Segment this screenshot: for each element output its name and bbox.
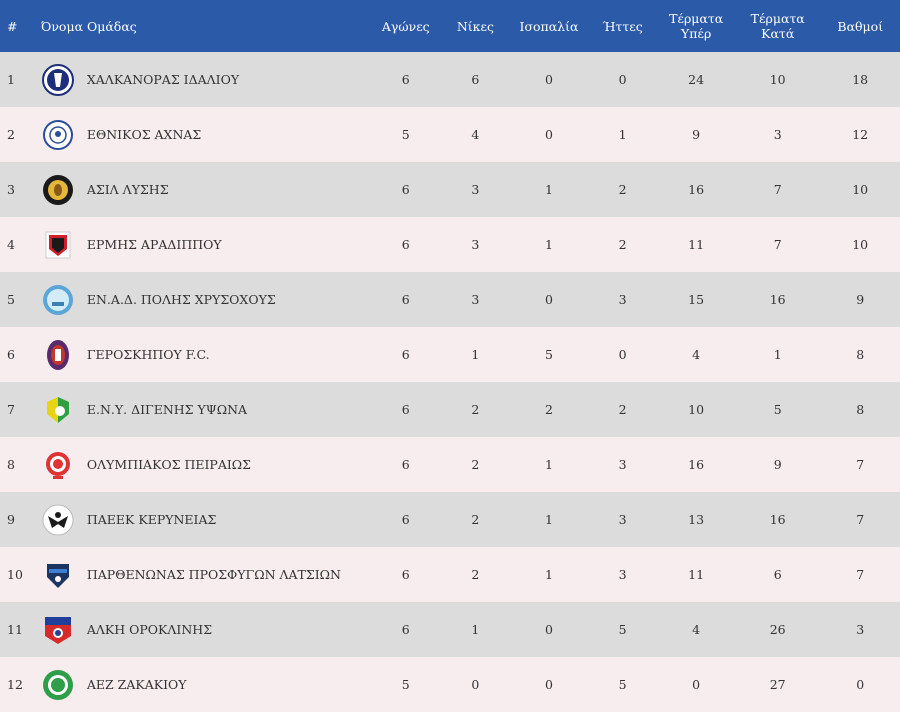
team-cell[interactable]	[29, 63, 371, 97]
header-gf-line1: Τέρματα	[669, 11, 724, 26]
row-draws: 0	[544, 127, 553, 142]
row-games: 6	[401, 622, 410, 637]
row-games: 6	[401, 182, 410, 197]
row-gf: 11	[688, 567, 705, 582]
table-row	[0, 52, 900, 107]
row-points: 10	[852, 182, 869, 197]
table-row	[0, 602, 900, 657]
row-ga: 6	[773, 567, 782, 582]
row-position: 11	[7, 622, 23, 637]
table-row	[0, 162, 900, 217]
row-gf: 16	[688, 182, 705, 197]
team-cell[interactable]	[29, 393, 371, 427]
header-ga-line1: Τέρματα	[750, 11, 805, 26]
header-games: Αγώνες	[381, 18, 430, 34]
geroskipou-logo	[41, 338, 75, 372]
row-games: 6	[401, 402, 410, 417]
table-row	[0, 327, 900, 382]
row-position: 8	[7, 457, 15, 472]
row-wins: 3	[471, 292, 480, 307]
row-points: 7	[856, 457, 865, 472]
row-losses: 2	[618, 237, 627, 252]
row-losses: 5	[618, 622, 627, 637]
digenis-logo	[41, 393, 75, 427]
table-row	[0, 547, 900, 602]
team-cell[interactable]	[29, 338, 371, 372]
row-ga: 5	[773, 402, 782, 417]
row-gf: 24	[688, 72, 705, 87]
row-points: 9	[856, 292, 865, 307]
row-ga: 16	[769, 292, 786, 307]
team-cell[interactable]	[29, 558, 371, 592]
row-games: 6	[401, 457, 410, 472]
row-draws: 0	[544, 677, 553, 692]
row-losses: 3	[618, 512, 627, 527]
header-draws: Ισοπαλία	[519, 18, 579, 34]
row-points: 8	[856, 347, 865, 362]
row-position: 3	[7, 182, 15, 197]
team-name[interactable]: ΑΕΖ ΖΑΚΑΚΙΟΥ	[86, 677, 187, 692]
table-row	[0, 107, 900, 162]
row-ga: 7	[773, 182, 782, 197]
header-wins: Νίκες	[456, 18, 494, 34]
row-draws: 1	[544, 457, 553, 472]
alki-logo	[41, 613, 75, 647]
row-games: 6	[401, 237, 410, 252]
row-gf: 0	[692, 677, 701, 692]
row-wins: 1	[471, 347, 480, 362]
enad-logo	[41, 283, 75, 317]
row-games: 6	[401, 72, 410, 87]
row-draws: 1	[544, 567, 553, 582]
row-losses: 5	[618, 677, 627, 692]
row-losses: 0	[618, 72, 627, 87]
table-row	[0, 492, 900, 547]
row-wins: 3	[471, 237, 480, 252]
row-wins: 2	[471, 512, 480, 527]
team-name[interactable]: Ε.Ν.Υ. ΔΙΓΕΝΗΣ ΥΨΩΝΑ	[86, 402, 248, 417]
row-position: 4	[7, 237, 15, 252]
row-games: 6	[401, 512, 410, 527]
row-games: 6	[401, 292, 410, 307]
team-cell[interactable]	[29, 448, 371, 482]
header-ga-line2: Κατά	[761, 26, 795, 41]
team-name[interactable]: ΧΑΛΚΑΝΟΡΑΣ ΙΔΑΛΙΟΥ	[86, 72, 240, 87]
row-games: 6	[401, 347, 410, 362]
paeek-logo	[41, 503, 75, 537]
row-games: 6	[401, 567, 410, 582]
team-cell[interactable]	[29, 118, 371, 152]
row-draws: 1	[544, 512, 553, 527]
row-gf: 10	[688, 402, 705, 417]
row-draws: 1	[544, 237, 553, 252]
row-wins: 3	[471, 182, 480, 197]
header-pos: #	[7, 18, 18, 34]
team-cell[interactable]	[29, 173, 371, 207]
row-points: 10	[852, 237, 869, 252]
row-points: 7	[856, 567, 865, 582]
team-name[interactable]: ΕΡΜΗΣ ΑΡΑΔΙΠΠΟΥ	[86, 237, 222, 252]
parthenonas-logo	[41, 558, 75, 592]
header-goals-for	[657, 11, 735, 41]
row-ga: 7	[773, 237, 782, 252]
table-body	[0, 52, 900, 712]
row-losses: 1	[618, 127, 627, 142]
row-draws: 0	[544, 292, 553, 307]
row-points: 3	[856, 622, 865, 637]
row-draws: 1	[544, 182, 553, 197]
row-losses: 2	[618, 402, 627, 417]
row-games: 5	[401, 127, 410, 142]
aez-logo	[41, 668, 75, 702]
row-wins: 0	[471, 677, 480, 692]
row-ga: 10	[769, 72, 786, 87]
table-row	[0, 657, 900, 712]
table-row	[0, 272, 900, 327]
row-position: 7	[7, 402, 15, 417]
header-gf-line2: Υπέρ	[681, 26, 712, 41]
row-points: 0	[856, 677, 865, 692]
row-wins: 1	[471, 622, 480, 637]
table-header	[0, 0, 900, 52]
team-cell[interactable]	[29, 503, 371, 537]
ethnikos-logo	[41, 118, 75, 152]
row-losses: 2	[618, 182, 627, 197]
team-cell[interactable]	[29, 228, 371, 262]
row-gf: 4	[692, 622, 701, 637]
row-ga: 1	[773, 347, 782, 362]
row-points: 7	[856, 512, 865, 527]
row-draws: 5	[544, 347, 553, 362]
team-cell[interactable]	[29, 613, 371, 647]
row-losses: 3	[618, 567, 627, 582]
team-cell[interactable]	[29, 283, 371, 317]
row-wins: 2	[471, 402, 480, 417]
header-team: Όνομα Ομάδας	[40, 18, 137, 34]
row-losses: 0	[618, 347, 627, 362]
team-name[interactable]: ΓΕΡΟΣΚΗΠΟΥ F.C.	[86, 347, 210, 362]
row-position: 6	[7, 347, 15, 362]
row-losses: 3	[618, 457, 627, 472]
row-ga: 3	[773, 127, 782, 142]
row-gf: 15	[688, 292, 705, 307]
row-draws: 0	[544, 622, 553, 637]
row-ga: 27	[769, 677, 786, 692]
row-wins: 2	[471, 567, 480, 582]
row-games: 5	[401, 677, 410, 692]
row-position: 2	[7, 127, 15, 142]
row-gf: 11	[688, 237, 705, 252]
row-ga: 9	[773, 457, 782, 472]
header-losses: Ήττες	[602, 18, 643, 34]
row-position: 1	[7, 72, 15, 87]
row-points: 18	[852, 72, 869, 87]
header-points: Βαθμοί	[837, 18, 884, 34]
asil-logo	[41, 173, 75, 207]
row-gf: 9	[692, 127, 701, 142]
table-row	[0, 437, 900, 492]
header-goals-against	[735, 11, 821, 41]
row-position: 10	[7, 567, 23, 582]
olympiakos-logo	[41, 448, 75, 482]
team-name[interactable]: ΟΛΥΜΠΙΑΚΟΣ ΠΕΙΡΑΙΩΣ	[86, 457, 252, 472]
row-wins: 2	[471, 457, 480, 472]
table-row	[0, 217, 900, 272]
row-ga: 26	[769, 622, 786, 637]
team-name[interactable]: ΠΑΡΘΕΝΩΝΑΣ ΠΡΟΣΦΥΓΩΝ ΛΑΤΣΙΩΝ	[86, 567, 341, 582]
row-losses: 3	[618, 292, 627, 307]
ermis-logo	[41, 228, 75, 262]
row-ga: 16	[769, 512, 786, 527]
chalkanoras-logo	[41, 63, 75, 97]
row-points: 8	[856, 402, 865, 417]
row-wins: 4	[471, 127, 480, 142]
row-position: 12	[7, 677, 23, 692]
team-name[interactable]: ΑΛΚΗ ΟΡΟΚΛΙΝΗΣ	[86, 622, 213, 637]
team-name[interactable]: ΑΣΙΛ ΛΥΣΗΣ	[86, 182, 169, 197]
row-gf: 4	[692, 347, 701, 362]
row-gf: 16	[688, 457, 705, 472]
row-wins: 6	[471, 72, 480, 87]
row-draws: 0	[544, 72, 553, 87]
team-name[interactable]: ΕΝ.Α.Δ. ΠΟΛΗΣ ΧΡΥΣΟΧΟΥΣ	[86, 292, 276, 307]
team-name[interactable]: ΕΘΝΙΚΟΣ ΑΧΝΑΣ	[86, 127, 202, 142]
row-position: 5	[7, 292, 15, 307]
team-name[interactable]: ΠΑΕΕΚ ΚΕΡΥΝΕΙΑΣ	[86, 512, 217, 527]
row-position: 9	[7, 512, 15, 527]
team-cell[interactable]	[29, 668, 371, 702]
table-row	[0, 382, 900, 437]
row-draws: 2	[544, 402, 553, 417]
row-gf: 13	[688, 512, 705, 527]
row-points: 12	[852, 127, 869, 142]
